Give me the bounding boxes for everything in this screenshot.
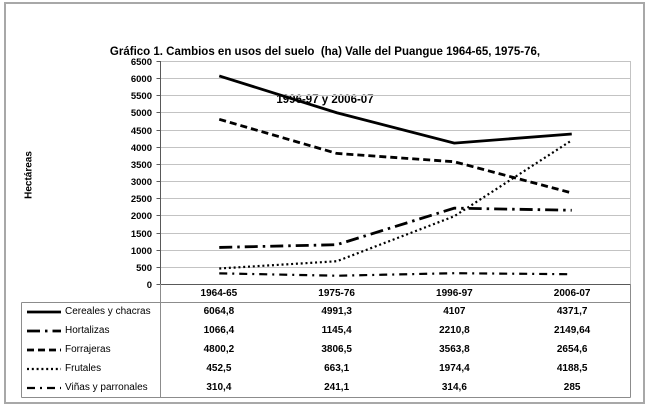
y-axis-tick-label: 4000 <box>130 143 152 154</box>
table-value: 4991,3 <box>321 306 352 317</box>
table-value: 314,6 <box>441 382 467 393</box>
x-axis-category-1975-76: 1975-76 <box>318 287 355 299</box>
legend-label: Viñas y parronales <box>65 382 148 393</box>
table-value: 3563,8 <box>439 344 470 355</box>
chart-title-line1: Gráfico 1. Cambios en usos del suelo (ha) Valle del Puangue 1964-65, 1975-76, <box>109 46 541 58</box>
table-value: 285 <box>563 382 581 393</box>
y-axis-tick-label: 6000 <box>130 74 152 85</box>
legend-label: Cereales y chacras <box>65 306 151 317</box>
legend-item-forrajeras <box>21 340 160 359</box>
y-axis-tick-label: 2000 <box>130 211 152 222</box>
table-value: 1974,4 <box>439 363 470 374</box>
data-table <box>21 284 631 397</box>
table-value: 6064,8 <box>203 306 235 317</box>
legend-marker-hortalizas <box>26 326 62 336</box>
legend-marker-forrajeras <box>26 345 62 355</box>
legend-label: Forrajeras <box>65 344 111 355</box>
table-value: 2210,8 <box>439 325 470 336</box>
table-value: 4188,5 <box>556 363 588 374</box>
legend-item-frutales <box>21 359 160 378</box>
chart-title-line2: 1996-97 y 2006-07 <box>276 94 374 106</box>
table-value: 1066,4 <box>203 325 235 336</box>
table-value: 4800,2 <box>203 344 235 355</box>
y-axis-tick-label: 4500 <box>130 126 152 137</box>
y-axis-tick-label: 3500 <box>130 160 152 171</box>
y-axis-tick-label: 6500 <box>130 57 152 68</box>
y-axis-tick-label: 5500 <box>130 91 152 102</box>
table-corner-cell <box>21 284 160 302</box>
table-value: 3806,5 <box>321 344 352 355</box>
legend-marker-cereales-y-chacras <box>26 307 62 317</box>
table-value: 310,4 <box>206 382 232 393</box>
y-axis-tick-label: 1500 <box>130 229 152 240</box>
table-value: 241,1 <box>324 382 350 393</box>
legend-marker-vi-as-y-parronales <box>26 383 62 393</box>
y-axis-tick-label: 2500 <box>130 194 152 205</box>
series-line-hortalizas <box>219 208 572 247</box>
table-value: 452,5 <box>206 363 232 374</box>
series-line-frutales <box>219 140 572 268</box>
series-line-vi-as-y-parronales <box>219 273 572 276</box>
table-value: 663,1 <box>324 363 350 374</box>
x-axis-category-1964-65: 1964-65 <box>200 287 238 299</box>
table-value: 4107 <box>443 306 466 317</box>
table-value: 2149,64 <box>554 325 591 336</box>
y-axis-tick-label: 500 <box>136 263 152 274</box>
table-value: 2654,6 <box>556 344 588 355</box>
legend-item-hortalizas <box>21 321 160 340</box>
legend-marker-frutales <box>26 364 62 374</box>
legend-label: Frutales <box>65 363 102 374</box>
y-axis-tick-label: 0 <box>146 280 152 291</box>
legend-label: Hortalizas <box>65 325 110 336</box>
y-axis-tick-label: 5000 <box>130 108 152 119</box>
x-axis-category-2006-07: 2006-07 <box>553 287 591 299</box>
legend-item-vi-as-y-parronales <box>21 378 160 397</box>
table-value: 4371,7 <box>556 306 588 317</box>
legend-item-cereales-y-chacras <box>21 302 160 321</box>
table-value: 1145,4 <box>321 325 352 336</box>
y-axis-title: Hectáreas <box>23 151 35 199</box>
y-axis-tick-label: 3000 <box>130 177 152 188</box>
series-line-cereales-y-chacras <box>219 76 572 143</box>
x-axis-category-1996-97: 1996-97 <box>436 287 473 299</box>
y-axis-tick-label: 1000 <box>130 246 152 257</box>
